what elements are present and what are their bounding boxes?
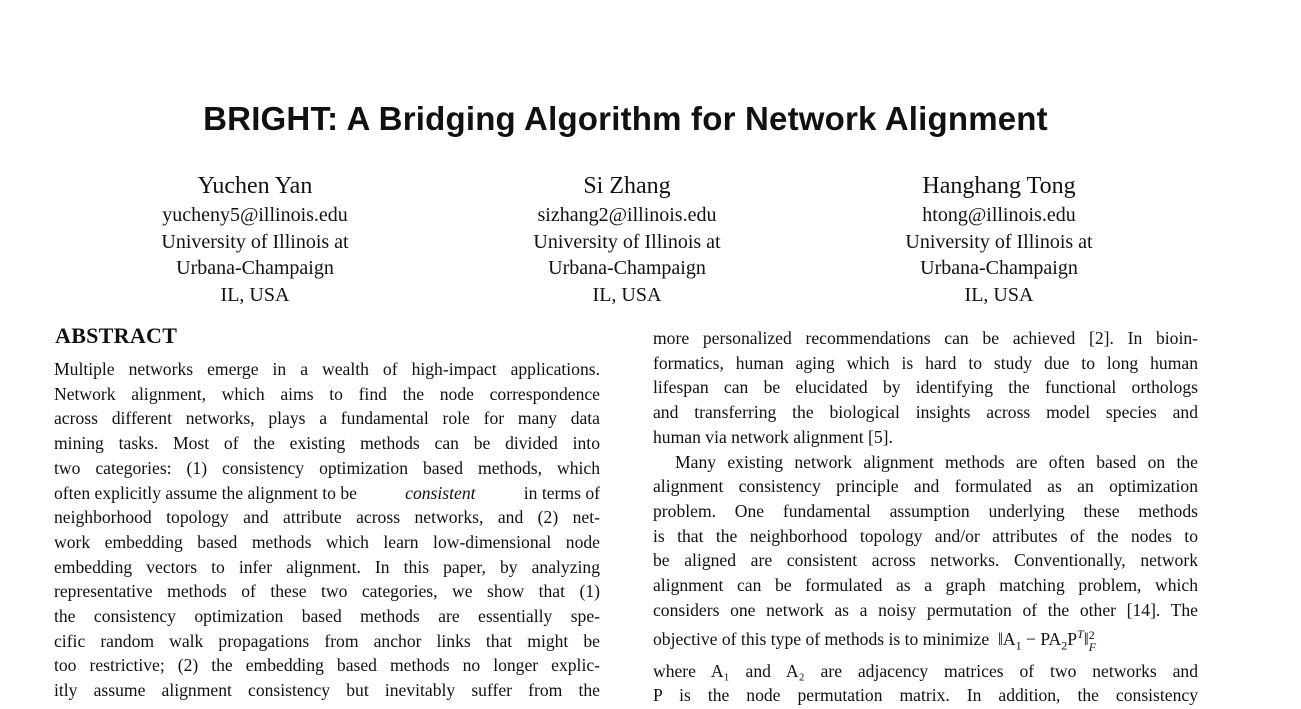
author-location: IL, USA	[964, 283, 1034, 306]
text-line: problem. One fundamental assumption underlying these methods	[653, 500, 1198, 521]
author-name: Si Zhang	[583, 173, 671, 199]
author-name: Hanghang Tong	[922, 173, 1076, 199]
text-line: Network alignment, which aims to find the node correspondence	[54, 383, 600, 404]
abstract-text	[54, 357, 600, 703]
author-affiliation-2: Urbana-Champaign	[920, 257, 1078, 279]
author-affiliation: University of Illinois at	[533, 230, 721, 253]
author-location: IL, USA	[592, 283, 662, 306]
text-line	[653, 622, 1198, 658]
author-location: IL, USA	[220, 283, 290, 306]
author-block	[0, 170, 1301, 310]
text-line: mining tasks. Most of the existing methods can be divided into	[54, 433, 600, 454]
text-line: where A₁ and A₂ are adjacency matrices of two networks and	[653, 660, 1198, 681]
author-affiliation-2: Urbana-Champaign	[176, 257, 334, 279]
text-line: Many existing network alignment methods are often based on the	[675, 451, 1198, 472]
text-line: more personalized recommendations can be achieved [2]. In bioin-	[653, 328, 1198, 348]
abstract-heading: ABSTRACT	[55, 323, 178, 348]
objective-formula: $‖A_1$ − $PA_2P^T‖$ 2 F	[993, 627, 1097, 655]
author-email: yucheny5@illinois.edu	[162, 204, 348, 226]
text-line: P is the node permutation matrix. In addition, the consistency	[653, 685, 1198, 706]
text-line: considers one network as a noisy permutation of the other [14]. The	[653, 599, 1198, 620]
text-line: two categories: (1) consistency optimization based methods, which	[54, 457, 600, 478]
text-line: Multiple networks emerge in a wealth of high-impact applications.	[54, 359, 600, 379]
text-line: embedding vectors to infer alignment. In this paper, by analyzing	[54, 556, 600, 577]
introduction-text	[653, 326, 1198, 708]
text-line: representative methods of these two categories, we show that (1)	[54, 581, 600, 602]
author-email: htong@illinois.edu	[922, 204, 1076, 226]
paper-title: BRIGHT: A Bridging Algorithm for Network Alignment	[203, 100, 1048, 137]
text-line: work embedding based methods which learn low-dimensional node	[54, 531, 600, 552]
text-fragment: objective of this type of methods is to minimize	[653, 629, 990, 650]
text-line: lifespan can be elucidated by identifying the functional orthologs	[653, 377, 1198, 398]
author-email: sizhang2@illinois.edu	[537, 204, 717, 226]
text-fragment: often explicitly assume the alignment to be	[54, 482, 357, 503]
author-yuchen-yan	[105, 170, 405, 308]
text-line: too restrictive; (2) the embedding based methods no longer explic-	[54, 655, 600, 676]
text-fragment: in terms of	[523, 482, 600, 503]
text-line: the consistency optimization based methods are essentially spe-	[54, 606, 600, 627]
text-line: alignment can be formulated as a graph matching problem, which	[653, 575, 1198, 596]
text-line	[54, 481, 600, 506]
emphasis-consistent: consistent	[405, 482, 476, 503]
text-line: formatics, human aging which is hard to study due to long human	[653, 352, 1198, 373]
author-hanghang-tong	[849, 170, 1149, 308]
text-line: is that the neighborhood topology and/or attributes of the nodes to	[653, 525, 1198, 546]
text-line: alignment consistency principle and formulated as an optimization	[653, 476, 1198, 497]
author-affiliation-2: Urbana-Champaign	[548, 257, 706, 279]
text-line: neighborhood topology and attribute across networks, and (2) net-	[54, 507, 600, 528]
author-name: Yuchen Yan	[197, 173, 313, 199]
text-line: across different networks, plays a fundamental role for many data	[54, 408, 600, 429]
author-si-zhang	[477, 170, 777, 308]
text-line: be aligned are consistent across networks. Conventionally, network	[653, 550, 1198, 571]
text-line: human via network alignment [5].	[653, 426, 893, 447]
text-line: and transferring the biological insights across model species and	[653, 402, 1198, 423]
text-line: itly assume alignment consistency but inevitably suffer from the	[54, 680, 600, 701]
text-line: cific random walk propagations from anchor links that might be	[54, 630, 600, 651]
author-affiliation: University of Illinois at	[905, 230, 1093, 253]
author-affiliation: University of Illinois at	[161, 230, 349, 253]
